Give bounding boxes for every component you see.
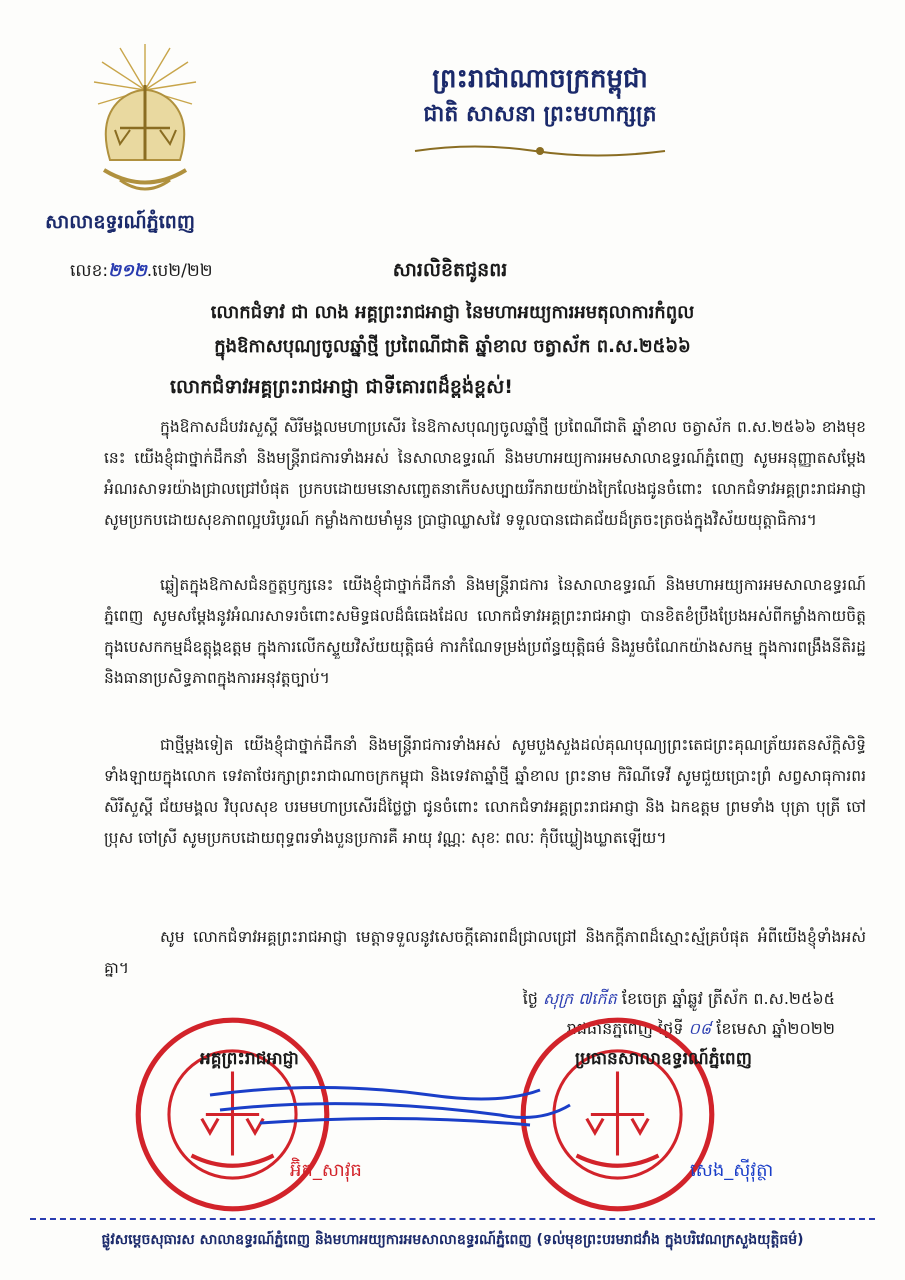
lunar-date	[523, 988, 835, 1012]
left-signatory-name: អ៊ិត_សាវុធ	[290, 1160, 362, 1181]
salutation: លោកជំទាវអគ្គព្រះរាជអាជ្ញា ជាទីគោរពដ៏ខ្ពង់ខ្ពស់!	[170, 376, 513, 398]
body-paragraph-3: ជាថ្មីម្តងទៀត យើងខ្ញុំជាថ្នាក់ដឹកនាំ និងមន្ត្រីរាជការទាំងអស់ សូមបួងសួងដល់គុណបុណ្យព្រះតេជព្រះគុណត្រ័យរតនស័ក្តិសិទ្ធិទាំងឡាយក្នុងលោក ទេវតាថែរក្សាព្រះរាជាណាចក្រកម្ពុជា និងទេវតាឆ្នាំថ្មី ឆ្នាំខាល ព្រះនាម កិរិណីទេវី សូមជួយប្រោះព្រំ សព្វសាធុការពរ សិរីសួស្តី ជ័យមង្គល វិបុលសុខ បរមមហាប្រសើរដ៏ថ្លៃថ្លា ជូនចំពោះ លោកជំទាវអគ្គព្រះរាជអាជ្ញា និង ឯកឧត្តម ព្រមទាំង បុត្រា បុត្រី ចៅប្រុស ចៅស្រី សូមប្រកបដោយពុទ្ធពរទាំងបួនប្រការគឺ អាយុ វណ្ណៈ សុខៈ ពលៈ កុំបីឃ្លៀងឃ្លាតឡើយ។	[104, 736, 866, 847]
lunar-handwritten-day: សុក្រ ៧កើត	[543, 989, 617, 1008]
body-paragraph-4: សូម លោកជំទាវអគ្គព្រះរាជអាជ្ញា មេត្តាទទួលនូវសេចក្តីគោរពដ៏ជ្រាលជ្រៅ និងកក្តីភាពដ៏ស្មោះស្ម័គ្របំផុត អំពីយើងខ្ញុំទាំងអស់គ្នា។	[104, 928, 866, 977]
letter-subtitle-1: លោកជំទាវ ជា លាង អគ្គព្រះរាជអាជ្ញា នៃមហាអយ្យការអមតុលាការកំពូល	[210, 302, 695, 323]
right-signatory-title: ប្រធានសាលាឧទ្ធរណ៍ភ្នំពេញ	[575, 1049, 752, 1069]
reference-prefix: លេខ:	[70, 261, 109, 281]
left-signatory-title: អគ្គព្រះរាជអាជ្ញា	[200, 1049, 299, 1069]
lunar-prefix: ថ្ងៃ	[522, 989, 538, 1008]
national-motto: ជាតិ សាសនា ព្រះមហាក្សត្រ	[423, 102, 657, 127]
handwritten-signature	[200, 1075, 580, 1135]
solar-handwritten-day: ០៨	[688, 1019, 712, 1038]
reference-handwritten-number: ២១២	[108, 261, 147, 281]
kingdom-heading: ព្រះរាជាណាចក្រកម្ពុជា	[432, 64, 648, 94]
body-paragraph-2: ឆ្លៀតក្នុងឱកាសជំនក្ខត្តឫក្សនេះ យើងខ្ញុំជាថ្នាក់ដឹកនាំ និងមន្ត្រីរាជការ នៃសាលាឧទ្ធរណ៍ និងមហាអយ្យការអមសាលាឧទ្ធរណ៍ភ្នំពេញ សូមសម្តែងនូវអំណរសាទរចំពោះសមិទ្ធផលដ៏ធំធេងដែល លោកជំទាវអគ្គព្រះរាជអាជ្ញា បានខិតខំប្រឹងប្រែងអស់ពីកម្លាំងកាយចិត្ត ក្នុងបេសកកម្មដ៏ឧត្តុង្គឧត្តម ក្នុងការលើកស្ទួយវិស័យយុត្តិធម៌ ការកំណែទម្រង់ប្រព័ន្ធយុត្តិធម៌ និងរួមចំណែកយ៉ាងសកម្ម ក្នុងការពង្រឹងនីតិរដ្ឋ និងធានាប្រសិទ្ធភាពក្នុងការអនុវត្តច្បាប់។	[104, 576, 866, 687]
letter-title: សារលិខិតជូនពរ	[392, 259, 508, 281]
footer-address: ផ្លូវសម្តេចសុធារស សាលាឧទ្ធរណ៍ភ្នំពេញ និងមហាអយ្យការអមសាលាឧទ្ធរណ៍ភ្នំពេញ (ទល់មុខព្រះបរមរាជវាំង ក្នុងបរិវេណក្រសួងយុត្តិធម៌)	[101, 1232, 804, 1248]
solar-rest: ខែមេសា ឆ្នាំ២០២២	[716, 1019, 835, 1038]
royal-emblem	[90, 40, 200, 200]
right-signatory-name: សេង_ស៊ីវុត្ថា	[690, 1160, 774, 1181]
letter-subtitle-2: ក្នុងឱកាសបុណ្យចូលឆ្នាំថ្មី ប្រពៃណីជាតិ ឆ្នាំខាល ចត្វាស័ក ព.ស.២៥៦៦	[214, 336, 691, 357]
reference-suffix: .បេ២/២២	[146, 261, 213, 281]
body-paragraph-1: ក្នុងឱកាសដ៏បវរសួស្តី សិរីមង្គលមហាប្រសើរ នៃឱកាសបុណ្យចូលឆ្នាំថ្មី ប្រពៃណីជាតិ ឆ្នាំខាល ចត្វាស័ក ព.ស.២៥៦៦ ខាងមុខនេះ យើងខ្ញុំជាថ្នាក់ដឹកនាំ និងមន្ត្រីរាជការទាំងអស់ នៃសាលាឧទ្ធរណ៍ និងមហាអយ្យការអមសាលាឧទ្ធរណ៍ភ្នំពេញ សូមអនុញ្ញាតសម្តែងអំណរសាទរយ៉ាងជ្រាលជ្រៅបំផុត ប្រកបដោយមនោសញ្ចេតនាកើបសប្បាយរីករាយយ៉ាងក្រៃលែងជូនចំពោះ លោកជំទាវអគ្គព្រះរាជអាជ្ញា សូមប្រកបដោយសុខភាពល្អបរិបូរណ៍ កម្លាំងកាយមាំមួន ប្រាជ្ញាឈ្លាសវៃ ទទួលបានជោគជ័យដ៏ត្រចះត្រចង់ក្នុងវិស័យយុត្តាធិការ។	[104, 418, 866, 529]
footer-divider	[30, 1218, 875, 1220]
ornament-divider	[410, 142, 670, 160]
solar-prefix: រាជធានីភ្នំពេញ ថ្ងៃទី	[566, 1019, 684, 1038]
lunar-rest: ខែចេត្រ ឆ្នាំឆ្លូវ ត្រីស័ក ព.ស.២៥៦៥	[621, 989, 835, 1008]
court-name: សាលាឧទ្ធរណ៍ភ្នំពេញ	[45, 211, 195, 233]
reference-number	[70, 260, 213, 285]
